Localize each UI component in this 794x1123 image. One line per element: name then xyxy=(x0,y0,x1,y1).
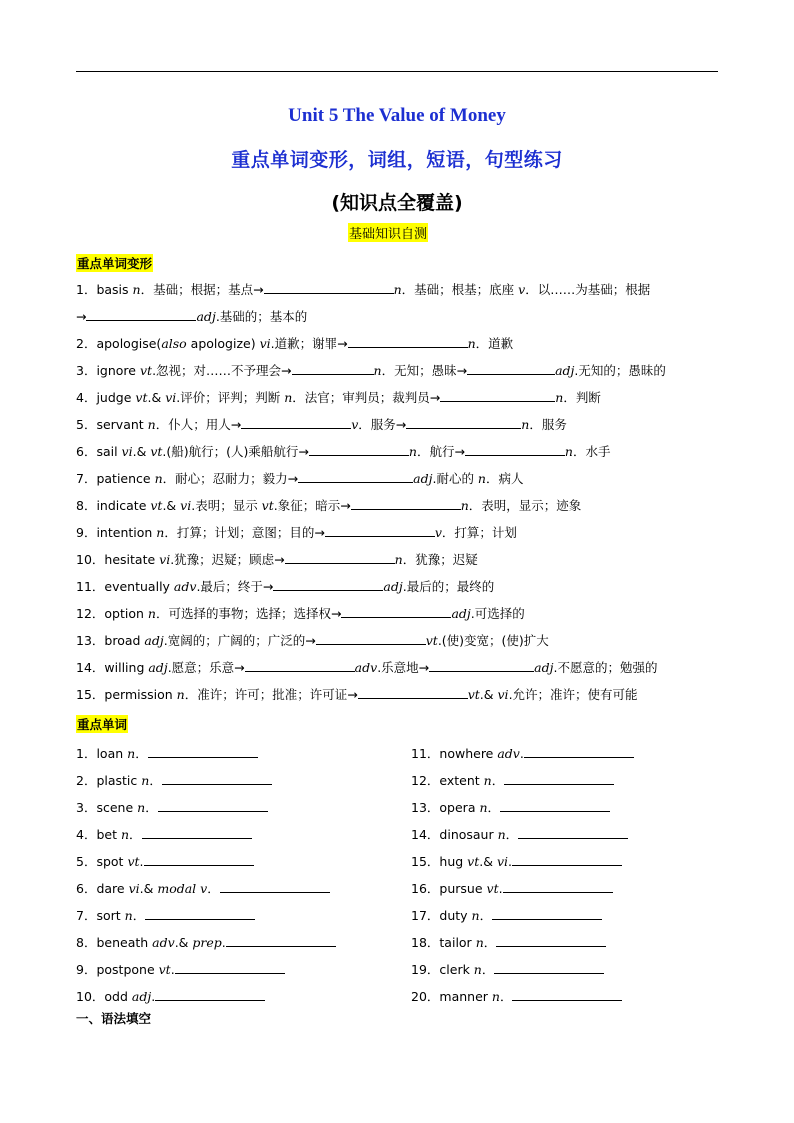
vocab-item: 6．dare vi.& modal v． xyxy=(76,879,330,897)
answer-blank[interactable] xyxy=(494,961,604,974)
vocab-item: 1．loan n． xyxy=(76,744,258,762)
vocab-item: 3．scene n． xyxy=(76,798,268,816)
vocab-item: 11．nowhere adv. xyxy=(411,744,634,762)
answer-blank[interactable] xyxy=(512,853,622,866)
section-heading-word-forms: 重点单词变形 xyxy=(77,256,153,271)
vocab-item: 7．sort n． xyxy=(76,906,255,924)
vocab-item: 17．duty n． xyxy=(411,906,602,924)
answer-blank[interactable] xyxy=(504,772,614,785)
list-item: 4．judge vt.& vi.评价；评判；判断 n．法官；审判员；裁判员→ n．判断 xyxy=(76,390,601,405)
answer-blank[interactable] xyxy=(492,907,602,920)
vocab-item: 8．beneath adv.& prep. xyxy=(76,933,336,951)
answer-blank[interactable] xyxy=(162,772,272,785)
vocab-item: 2．plastic n． xyxy=(76,771,272,789)
answer-blank[interactable] xyxy=(86,308,196,321)
answer-blank[interactable] xyxy=(145,907,255,920)
section-heading-grammar-fill: 一、语法填空 xyxy=(76,1011,152,1026)
answer-blank[interactable] xyxy=(155,988,265,1001)
answer-blank[interactable] xyxy=(273,578,383,591)
answer-blank[interactable] xyxy=(358,686,468,699)
answer-blank[interactable] xyxy=(503,880,613,893)
list-item: 11．eventually adv.最后；终于→ adj.最后的；最终的 xyxy=(76,579,495,594)
list-item: 8．indicate vt.& vi.表明；显示 vt.象征；暗示→ n．表明，显示；迹象 xyxy=(76,498,582,513)
answer-blank[interactable] xyxy=(496,934,606,947)
top-rule xyxy=(76,71,718,72)
vocab-item: 15．hug vt.& vi. xyxy=(411,852,622,870)
vocab-item: 12．extent n． xyxy=(411,771,614,789)
answer-blank[interactable] xyxy=(241,416,351,429)
list-item: 5．servant n．仆人；用人→ v．服务→ n．服务 xyxy=(76,417,567,432)
page-subtitle: 重点单词变形，词组，短语，句型练习 xyxy=(231,149,563,171)
answer-blank[interactable] xyxy=(309,443,409,456)
answer-blank[interactable] xyxy=(175,961,285,974)
list-item: 2．apologise(also apologize) vi.道歉；谢罪→ n．道歉 xyxy=(76,336,514,351)
section-badge: 基础知识自测 xyxy=(348,223,428,242)
vocab-item: 18．tailor n． xyxy=(411,933,606,951)
section-heading-key-words: 重点单词 xyxy=(77,717,128,732)
vocab-item: 20．manner n． xyxy=(411,987,622,1005)
list-item: 15．permission n．准许；许可；批准；许可证→ vt.& vi.允许；准许；使有可能 xyxy=(76,687,638,702)
vocab-item: 13．opera n． xyxy=(411,798,610,816)
answer-blank[interactable] xyxy=(467,362,555,375)
list-item: 13．broad adj.宽阔的；广阔的；广泛的→ vt.(使)变宽；(使)扩大 xyxy=(76,633,549,648)
answer-blank[interactable] xyxy=(148,745,258,758)
answer-blank[interactable] xyxy=(292,362,374,375)
list-item-continuation: → adj.基础的；基本的 xyxy=(76,309,308,324)
vocab-item: 9．postpone vt. xyxy=(76,960,285,978)
answer-blank[interactable] xyxy=(465,443,565,456)
vocab-item: 10．odd adj. xyxy=(76,987,265,1005)
answer-blank[interactable] xyxy=(158,799,268,812)
list-item: 3．ignore vt.忽视；对……不予理会→ n．无知；愚昧→ adj.无知的；愚昧的 xyxy=(76,363,666,378)
list-item: 10．hesitate vi.犹豫；迟疑；顾虑→ n．犹豫；迟疑 xyxy=(76,552,478,567)
vocab-item: 4．bet n． xyxy=(76,825,252,843)
answer-blank[interactable] xyxy=(144,853,254,866)
list-item: 12．option n．可选择的事物；选择；选择权→ adj.可选择的 xyxy=(76,606,525,621)
page-title: Unit 5 The Value of Money xyxy=(288,105,506,126)
answer-blank[interactable] xyxy=(524,745,634,758)
answer-blank[interactable] xyxy=(348,335,468,348)
answer-blank[interactable] xyxy=(429,659,534,672)
list-item: 1．basis n．基础；根据；基点→ n．基础；根基；底座 v．以……为基础；根据 xyxy=(76,282,651,297)
coverage-note: (知识点全覆盖) xyxy=(331,192,463,214)
answer-blank[interactable] xyxy=(264,281,394,294)
vocab-item: 5．spot vt. xyxy=(76,852,254,870)
answer-blank[interactable] xyxy=(518,826,628,839)
vocab-item: 14．dinosaur n． xyxy=(411,825,628,843)
answer-blank[interactable] xyxy=(285,551,395,564)
list-item: 6．sail vi.& vt.(船)航行；(人)乘船航行→ n．航行→ n．水手 xyxy=(76,444,611,459)
answer-blank[interactable] xyxy=(512,988,622,1001)
answer-blank[interactable] xyxy=(500,799,610,812)
list-item: 9．intention n．打算；计划；意图；目的→ v．打算；计划 xyxy=(76,525,517,540)
answer-blank[interactable] xyxy=(245,659,355,672)
list-item: 7．patience n．耐心；忍耐力；毅力→ adj.耐心的 n．病人 xyxy=(76,471,524,486)
list-item: 14．willing adj.愿意；乐意→ adv.乐意地→ adj.不愿意的；勉强的 xyxy=(76,660,658,675)
answer-blank[interactable] xyxy=(406,416,521,429)
answer-blank[interactable] xyxy=(341,605,451,618)
answer-blank[interactable] xyxy=(440,389,555,402)
answer-blank[interactable] xyxy=(226,934,336,947)
answer-blank[interactable] xyxy=(298,470,413,483)
answer-blank[interactable] xyxy=(142,826,252,839)
answer-blank[interactable] xyxy=(351,497,461,510)
answer-blank[interactable] xyxy=(316,632,426,645)
vocab-item: 16．pursue vt. xyxy=(411,879,613,897)
answer-blank[interactable] xyxy=(220,880,330,893)
vocab-item: 19．clerk n． xyxy=(411,960,604,978)
answer-blank[interactable] xyxy=(325,524,435,537)
